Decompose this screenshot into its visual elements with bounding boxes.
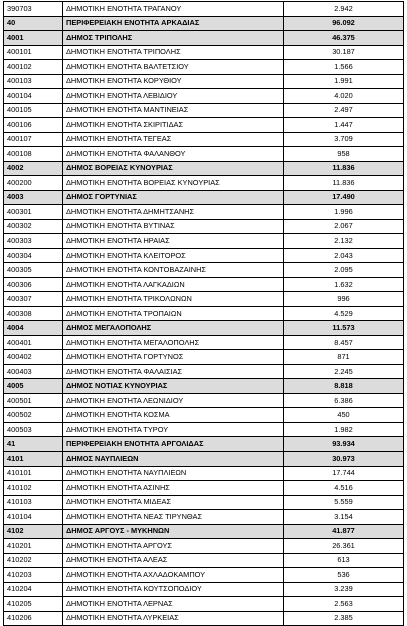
value-cell: 871 bbox=[284, 350, 404, 365]
municipality-row bbox=[4, 161, 404, 176]
name-cell: ΔΗΜΟΤΙΚΗ ΕΝΟΤΗΤΑ ΦΑΛΑΝΘΟΥ bbox=[63, 147, 284, 162]
table-body bbox=[4, 2, 404, 626]
code-cell: 4002 bbox=[4, 161, 63, 176]
name-cell: ΔΗΜΟΤΙΚΗ ΕΝΟΤΗΤΑ ΛΕΒΙΔΙΟΥ bbox=[63, 89, 284, 104]
value-cell: 30.973 bbox=[284, 451, 404, 466]
table-row bbox=[4, 176, 404, 191]
name-cell: ΔΗΜΟΤΙΚΗ ΕΝΟΤΗΤΑ ΤΡΙΚΟΛΩΝΩΝ bbox=[63, 292, 284, 307]
name-cell: ΔΗΜΟΤΙΚΗ ΕΝΟΤΗΤΑ ΔΗΜΗΤΣΑΝΗΣ bbox=[63, 205, 284, 220]
value-cell: 1.991 bbox=[284, 74, 404, 89]
value-cell: 996 bbox=[284, 292, 404, 307]
code-cell: 40 bbox=[4, 16, 63, 31]
code-cell: 41 bbox=[4, 437, 63, 452]
code-cell: 410201 bbox=[4, 539, 63, 554]
value-cell: 41.877 bbox=[284, 524, 404, 539]
table-row bbox=[4, 277, 404, 292]
name-cell: ΔΗΜΟΤΙΚΗ ΕΝΟΤΗΤΑ ΒΥΤΙΝΑΣ bbox=[63, 219, 284, 234]
name-cell: ΔΗΜΟΤΙΚΗ ΕΝΟΤΗΤΑ ΚΛΕΙΤΟΡΟΣ bbox=[63, 248, 284, 263]
value-cell: 4.516 bbox=[284, 481, 404, 496]
value-cell: 1.447 bbox=[284, 118, 404, 133]
value-cell: 2.942 bbox=[284, 2, 404, 17]
code-cell: 400402 bbox=[4, 350, 63, 365]
name-cell: ΔΗΜΟΤΙΚΗ ΕΝΟΤΗΤΑ ΝΕΑΣ ΤΙΡΥΝΘΑΣ bbox=[63, 510, 284, 525]
table-row bbox=[4, 568, 404, 583]
table-row bbox=[4, 335, 404, 350]
name-cell: ΔΗΜΟΤΙΚΗ ΕΝΟΤΗΤΑ ΝΑΥΠΛΙΕΩΝ bbox=[63, 466, 284, 481]
table-row bbox=[4, 553, 404, 568]
value-cell: 96.092 bbox=[284, 16, 404, 31]
value-cell: 8.818 bbox=[284, 379, 404, 394]
municipality-row bbox=[4, 190, 404, 205]
name-cell: ΔΗΜΟΤΙΚΗ ΕΝΟΤΗΤΑ ΑΣΙΝΗΣ bbox=[63, 481, 284, 496]
code-cell: 410202 bbox=[4, 553, 63, 568]
code-cell: 400305 bbox=[4, 263, 63, 278]
value-cell: 958 bbox=[284, 147, 404, 162]
code-cell: 400501 bbox=[4, 393, 63, 408]
table-row bbox=[4, 147, 404, 162]
value-cell: 4.529 bbox=[284, 306, 404, 321]
table-row bbox=[4, 393, 404, 408]
name-cell: ΔΗΜΟΣ ΑΡΓΟΥΣ - ΜΥΚΗΝΩΝ bbox=[63, 524, 284, 539]
name-cell: ΔΗΜΟΤΙΚΗ ΕΝΟΤΗΤΑ ΒΑΛΤΕΤΣΙΟΥ bbox=[63, 60, 284, 75]
code-cell: 400200 bbox=[4, 176, 63, 191]
code-cell: 400105 bbox=[4, 103, 63, 118]
table-row bbox=[4, 597, 404, 612]
name-cell: ΔΗΜΟΣ ΤΡΙΠΟΛΗΣ bbox=[63, 31, 284, 46]
code-cell: 400102 bbox=[4, 60, 63, 75]
value-cell: 11.573 bbox=[284, 321, 404, 336]
name-cell: ΔΗΜΟΤΙΚΗ ΕΝΟΤΗΤΑ ΤΡΑΓΑΝΟΥ bbox=[63, 2, 284, 17]
table-row bbox=[4, 45, 404, 60]
code-cell: 410203 bbox=[4, 568, 63, 583]
code-cell: 400106 bbox=[4, 118, 63, 133]
name-cell: ΔΗΜΟΤΙΚΗ ΕΝΟΤΗΤΑ ΤΥΡΟΥ bbox=[63, 422, 284, 437]
table-row bbox=[4, 539, 404, 554]
code-cell: 410104 bbox=[4, 510, 63, 525]
table-row bbox=[4, 495, 404, 510]
table-row bbox=[4, 510, 404, 525]
name-cell: ΔΗΜΟΤΙΚΗ ΕΝΟΤΗΤΑ ΛΑΓΚΑΔΙΩΝ bbox=[63, 277, 284, 292]
table-row bbox=[4, 118, 404, 133]
name-cell: ΔΗΜΟΣ ΜΕΓΑΛΟΠΟΛΗΣ bbox=[63, 321, 284, 336]
name-cell: ΔΗΜΟΤΙΚΗ ΕΝΟΤΗΤΑ ΗΡΑΙΑΣ bbox=[63, 234, 284, 249]
code-cell: 4102 bbox=[4, 524, 63, 539]
code-cell: 400307 bbox=[4, 292, 63, 307]
value-cell: 613 bbox=[284, 553, 404, 568]
value-cell: 3.239 bbox=[284, 582, 404, 597]
code-cell: 4001 bbox=[4, 31, 63, 46]
value-cell: 2.095 bbox=[284, 263, 404, 278]
name-cell: ΔΗΜΟΤΙΚΗ ΕΝΟΤΗΤΑ ΤΡΙΠΟΛΗΣ bbox=[63, 45, 284, 60]
code-cell: 390703 bbox=[4, 2, 63, 17]
table-row bbox=[4, 89, 404, 104]
code-cell: 4004 bbox=[4, 321, 63, 336]
table-row bbox=[4, 103, 404, 118]
table-row bbox=[4, 306, 404, 321]
name-cell: ΔΗΜΟΤΙΚΗ ΕΝΟΤΗΤΑ ΚΟΥΤΣΟΠΟΔΙΟΥ bbox=[63, 582, 284, 597]
code-cell: 4005 bbox=[4, 379, 63, 394]
name-cell: ΠΕΡΙΦΕΡΕΙΑΚΗ ΕΝΟΤΗΤΑ ΑΡΚΑΔΙΑΣ bbox=[63, 16, 284, 31]
value-cell: 30.187 bbox=[284, 45, 404, 60]
value-cell: 1.566 bbox=[284, 60, 404, 75]
table-row bbox=[4, 263, 404, 278]
value-cell: 8.457 bbox=[284, 335, 404, 350]
value-cell: 5.559 bbox=[284, 495, 404, 510]
code-cell: 410204 bbox=[4, 582, 63, 597]
code-cell: 410101 bbox=[4, 466, 63, 481]
value-cell: 1.996 bbox=[284, 205, 404, 220]
code-cell: 400101 bbox=[4, 45, 63, 60]
value-cell: 2.563 bbox=[284, 597, 404, 612]
value-cell: 26.361 bbox=[284, 539, 404, 554]
table-row bbox=[4, 205, 404, 220]
name-cell: ΔΗΜΟΣ ΒΟΡΕΙΑΣ ΚΥΝΟΥΡΙΑΣ bbox=[63, 161, 284, 176]
value-cell: 2.043 bbox=[284, 248, 404, 263]
value-cell: 17.744 bbox=[284, 466, 404, 481]
code-cell: 400304 bbox=[4, 248, 63, 263]
code-cell: 400104 bbox=[4, 89, 63, 104]
table-row bbox=[4, 2, 404, 17]
value-cell: 536 bbox=[284, 568, 404, 583]
name-cell: ΔΗΜΟΤΙΚΗ ΕΝΟΤΗΤΑ ΓΟΡΤΥΝΟΣ bbox=[63, 350, 284, 365]
table-row bbox=[4, 611, 404, 626]
code-cell: 400302 bbox=[4, 219, 63, 234]
name-cell: ΔΗΜΟΣ ΝΟΤΙΑΣ ΚΥΝΟΥΡΙΑΣ bbox=[63, 379, 284, 394]
code-cell: 400502 bbox=[4, 408, 63, 423]
value-cell: 3.709 bbox=[284, 132, 404, 147]
code-cell: 410103 bbox=[4, 495, 63, 510]
value-cell: 11.836 bbox=[284, 161, 404, 176]
name-cell: ΔΗΜΟΤΙΚΗ ΕΝΟΤΗΤΑ ΛΕΩΝΙΔΙΟΥ bbox=[63, 393, 284, 408]
code-cell: 400103 bbox=[4, 74, 63, 89]
municipality-row bbox=[4, 451, 404, 466]
municipality-row bbox=[4, 379, 404, 394]
name-cell: ΔΗΜΟΤΙΚΗ ΕΝΟΤΗΤΑ ΑΛΕΑΣ bbox=[63, 553, 284, 568]
value-cell: 4.020 bbox=[284, 89, 404, 104]
value-cell: 2.132 bbox=[284, 234, 404, 249]
name-cell: ΔΗΜΟΤΙΚΗ ΕΝΟΤΗΤΑ ΚΟΝΤΟΒΑΖΑΙΝΗΣ bbox=[63, 263, 284, 278]
population-table bbox=[3, 1, 404, 626]
name-cell: ΔΗΜΟΤΙΚΗ ΕΝΟΤΗΤΑ ΦΑΛΑΙΣΙΑΣ bbox=[63, 364, 284, 379]
table-row bbox=[4, 408, 404, 423]
table-row bbox=[4, 234, 404, 249]
name-cell: ΔΗΜΟΤΙΚΗ ΕΝΟΤΗΤΑ ΜΙΔΕΑΣ bbox=[63, 495, 284, 510]
value-cell: 17.490 bbox=[284, 190, 404, 205]
name-cell: ΔΗΜΟΣ ΝΑΥΠΛΙΕΩΝ bbox=[63, 451, 284, 466]
code-cell: 400107 bbox=[4, 132, 63, 147]
municipality-row bbox=[4, 31, 404, 46]
name-cell: ΠΕΡΙΦΕΡΕΙΑΚΗ ΕΝΟΤΗΤΑ ΑΡΓΟΛΙΔΑΣ bbox=[63, 437, 284, 452]
code-cell: 400306 bbox=[4, 277, 63, 292]
code-cell: 400403 bbox=[4, 364, 63, 379]
municipality-row bbox=[4, 321, 404, 336]
name-cell: ΔΗΜΟΤΙΚΗ ΕΝΟΤΗΤΑ ΤΡΟΠΑΙΩΝ bbox=[63, 306, 284, 321]
value-cell: 6.386 bbox=[284, 393, 404, 408]
table-row bbox=[4, 350, 404, 365]
table-row bbox=[4, 364, 404, 379]
code-cell: 400108 bbox=[4, 147, 63, 162]
table-row bbox=[4, 292, 404, 307]
code-cell: 400401 bbox=[4, 335, 63, 350]
value-cell: 2.245 bbox=[284, 364, 404, 379]
value-cell: 2.067 bbox=[284, 219, 404, 234]
value-cell: 46.375 bbox=[284, 31, 404, 46]
code-cell: 410206 bbox=[4, 611, 63, 626]
value-cell: 1.982 bbox=[284, 422, 404, 437]
value-cell: 1.632 bbox=[284, 277, 404, 292]
table-row bbox=[4, 219, 404, 234]
table-row bbox=[4, 481, 404, 496]
code-cell: 4003 bbox=[4, 190, 63, 205]
value-cell: 93.934 bbox=[284, 437, 404, 452]
region-row bbox=[4, 437, 404, 452]
code-cell: 410205 bbox=[4, 597, 63, 612]
name-cell: ΔΗΜΟΤΙΚΗ ΕΝΟΤΗΤΑ ΜΕΓΑΛΟΠΟΛΗΣ bbox=[63, 335, 284, 350]
table-row bbox=[4, 132, 404, 147]
name-cell: ΔΗΜΟΤΙΚΗ ΕΝΟΤΗΤΑ ΛΕΡΝΑΣ bbox=[63, 597, 284, 612]
name-cell: ΔΗΜΟΤΙΚΗ ΕΝΟΤΗΤΑ ΚΟΡΥΘΙΟΥ bbox=[63, 74, 284, 89]
value-cell: 2.497 bbox=[284, 103, 404, 118]
value-cell: 2.385 bbox=[284, 611, 404, 626]
table-row bbox=[4, 248, 404, 263]
name-cell: ΔΗΜΟΤΙΚΗ ΕΝΟΤΗΤΑ ΣΚΙΡΙΤΙΔΑΣ bbox=[63, 118, 284, 133]
value-cell: 3.154 bbox=[284, 510, 404, 525]
municipality-row bbox=[4, 524, 404, 539]
table-row bbox=[4, 60, 404, 75]
name-cell: ΔΗΜΟΤΙΚΗ ΕΝΟΤΗΤΑ ΑΧΛΑΔΟΚΑΜΠΟΥ bbox=[63, 568, 284, 583]
value-cell: 450 bbox=[284, 408, 404, 423]
name-cell: ΔΗΜΟΤΙΚΗ ΕΝΟΤΗΤΑ ΜΑΝΤΙΝΕΙΑΣ bbox=[63, 103, 284, 118]
name-cell: ΔΗΜΟΤΙΚΗ ΕΝΟΤΗΤΑ ΚΟΣΜΑ bbox=[63, 408, 284, 423]
code-cell: 400308 bbox=[4, 306, 63, 321]
name-cell: ΔΗΜΟΤΙΚΗ ΕΝΟΤΗΤΑ ΑΡΓΟΥΣ bbox=[63, 539, 284, 554]
population-table-page bbox=[3, 1, 403, 626]
name-cell: ΔΗΜΟΣ ΓΟΡΤΥΝΙΑΣ bbox=[63, 190, 284, 205]
code-cell: 4101 bbox=[4, 451, 63, 466]
name-cell: ΔΗΜΟΤΙΚΗ ΕΝΟΤΗΤΑ ΛΥΡΚΕΙΑΣ bbox=[63, 611, 284, 626]
region-row bbox=[4, 16, 404, 31]
code-cell: 400303 bbox=[4, 234, 63, 249]
table-row bbox=[4, 466, 404, 481]
name-cell: ΔΗΜΟΤΙΚΗ ΕΝΟΤΗΤΑ ΒΟΡΕΙΑΣ ΚΥΝΟΥΡΙΑΣ bbox=[63, 176, 284, 191]
name-cell: ΔΗΜΟΤΙΚΗ ΕΝΟΤΗΤΑ ΤΕΓΕΑΣ bbox=[63, 132, 284, 147]
code-cell: 400503 bbox=[4, 422, 63, 437]
value-cell: 11.836 bbox=[284, 176, 404, 191]
table-row bbox=[4, 582, 404, 597]
table-row bbox=[4, 422, 404, 437]
code-cell: 400301 bbox=[4, 205, 63, 220]
code-cell: 410102 bbox=[4, 481, 63, 496]
table-row bbox=[4, 74, 404, 89]
